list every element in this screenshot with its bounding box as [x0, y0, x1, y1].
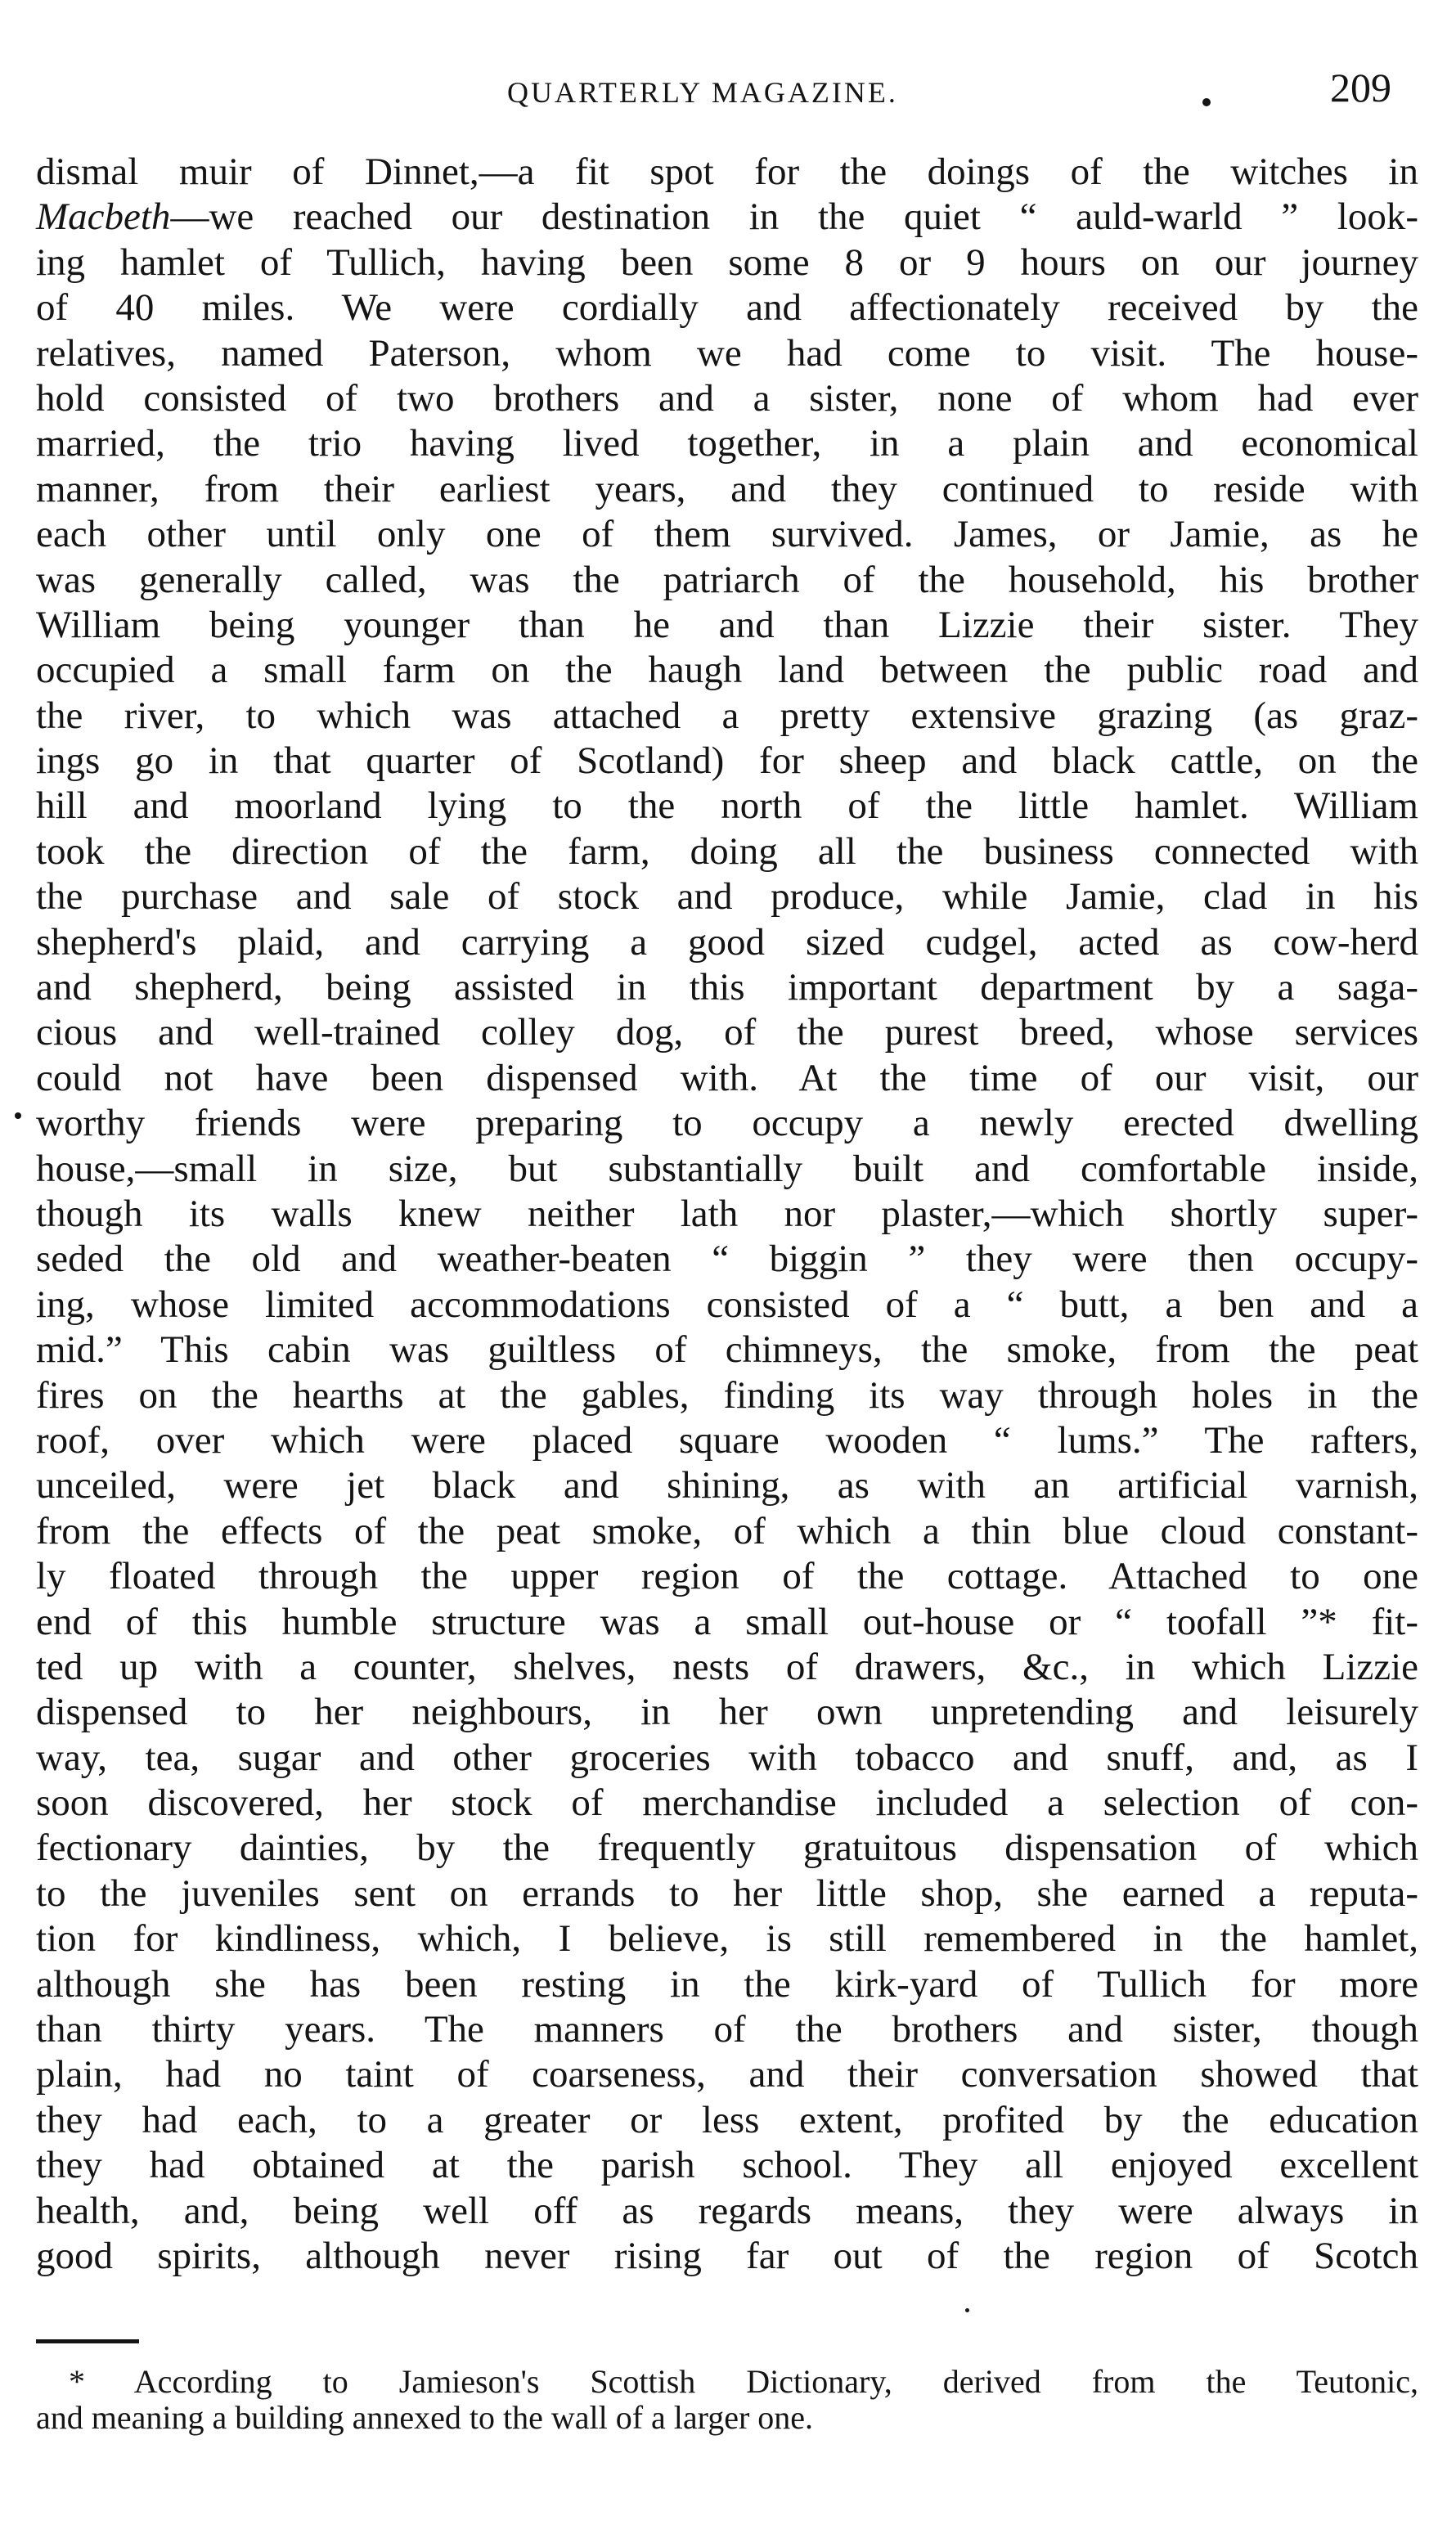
text-line: to the juveniles sent on errands to her little shop, she earned a reputa-	[36, 1871, 1418, 1915]
text-line: though its walls knew neither lath nor plaster,—which shortly super-	[36, 1192, 1418, 1235]
text-line: hill and moorland lying to the north of the little hamlet. William	[36, 784, 1418, 828]
text-line: cious and well-trained colley dog, of the purest breed, whose services	[36, 1011, 1418, 1054]
text-line: unceiled, were jet black and shining, as with an artificial varnish,	[36, 1464, 1418, 1507]
text-line: seded the old and weather-beaten “ biggin ” they were then occupy-	[36, 1238, 1418, 1281]
margin-mark	[15, 1112, 21, 1119]
running-head: QUARTERLY MAGAZINE.	[507, 76, 898, 109]
text-line: health, and, being well off as regards means, they were always in	[36, 2189, 1418, 2232]
text-line: ings go in that quarter of Scotland) for sheep and black cattle, on the	[36, 739, 1418, 783]
text-line: soon discovered, her stock of merchandise included a selection of con-	[36, 1781, 1418, 1825]
text-line: ted up with a counter, shelves, nests of drawers, &c., in which Lizzie	[36, 1645, 1418, 1688]
text-line: ing hamlet of Tullich, having been some 8 or 9 hours on our journey	[36, 240, 1418, 284]
text-line: dismal muir of Dinnet,—a fit spot for the doings of the witches in	[36, 151, 1418, 193]
text-line: they had obtained at the parish school. They all enjoyed excellent	[36, 2144, 1418, 2187]
text-line: fectionary dainties, by the frequently gratuitous dispensation of which	[36, 1826, 1418, 1870]
text-line: from the effects of the peat smoke, of which a thin blue cloud constant-	[36, 1509, 1418, 1552]
text-line: manner, from their earliest years, and they continued to reside with	[36, 467, 1418, 510]
text-line: dispensed to her neighbours, in her own unpretending and leisurely	[36, 1691, 1418, 1734]
text-line: the purchase and sale of stock and produce, while Jamie, clad in his	[36, 875, 1418, 919]
text-line: tion for kindliness, which, I believe, is still remembered in the hamlet,	[36, 1917, 1418, 1961]
text-line: relatives, named Paterson, whom we had come to visit. The house-	[36, 331, 1418, 375]
text-line: took the direction of the farm, doing all the business connected with	[36, 829, 1418, 873]
text-line: they had each, to a greater or less extent, profited by the education	[36, 2098, 1418, 2141]
text-line: house,—small in size, but substantially built and comfortable inside,	[36, 1147, 1418, 1190]
text-line: was generally called, was the patriarch of the household, his brother	[36, 558, 1418, 601]
book-title: Macbeth	[36, 195, 171, 239]
text-line: the river, to which was attached a pretty extensive grazing (as graz-	[36, 694, 1418, 737]
text-line: could not have been dispensed with. At the time of our visit, our	[36, 1056, 1418, 1099]
text-line: end of this humble structure was a small out-house or “ toofall ”* fit-	[36, 1600, 1418, 1643]
footnote	[36, 2364, 1418, 2436]
footnote-line: and meaning a building annexed to the wall of a larger one.	[36, 2399, 814, 2436]
text-line: married, the trio having lived together, in a plain and economical	[36, 422, 1418, 465]
text-line: shepherd's plaid, and carrying a good sized cudgel, acted as cow-herd	[36, 920, 1418, 964]
printer-dot	[965, 2308, 969, 2312]
text-line: fires on the hearths at the gables, finding its way through holes in the	[36, 1373, 1418, 1417]
text-line: although she has been resting in the kirk-yard of Tullich for more	[36, 1962, 1418, 2006]
text-line: ly floated through the upper region of the cottage. Attached to one	[36, 1555, 1418, 1598]
text-line: mid.” This cabin was guiltless of chimneys, the smoke, from the peat	[36, 1328, 1418, 1372]
footnote-line: * According to Jamieson's Scottish Dictionary, derived from the Teutonic,	[69, 2363, 1418, 2400]
text-line: William being younger than he and than Lizzie their sister. They	[36, 603, 1418, 646]
text-line: roof, over which were placed square wooden “ lums.” The rafters,	[36, 1418, 1418, 1462]
text-line: good spirits, although never rising far out of the region of Scotch	[36, 2234, 1418, 2277]
text-line: of 40 miles. We were cordially and affectionately received by the	[36, 286, 1418, 330]
text-line: way, tea, sugar and other groceries with tobacco and snuff, and, as I	[36, 1736, 1418, 1779]
printer-dot	[1202, 98, 1211, 106]
text-line: ing, whose limited accommodations consisted of a “ butt, a ben and a	[36, 1283, 1418, 1326]
page-number: 209	[1330, 65, 1391, 110]
text-line: Macbeth—we reached our destination in the quiet “ auld-warld ” look-	[36, 195, 1418, 239]
text-line: worthy friends were preparing to occupy a newly erected dwelling	[36, 1102, 1418, 1145]
text-line: plain, had no taint of coarseness, and their conversation showed that	[36, 2053, 1418, 2096]
text-line: occupied a small farm on the haugh land between the public road and	[36, 649, 1418, 692]
text-line: than thirty years. The manners of the brothers and sister, though	[36, 2008, 1418, 2051]
body-text	[36, 150, 1418, 2279]
text-line: and shepherd, being assisted in this important department by a saga-	[36, 966, 1418, 1009]
text-line: hold consisted of two brothers and a sister, none of whom had ever	[36, 376, 1418, 420]
text-line: each other until only one of them survived. James, or Jamie, as he	[36, 513, 1418, 556]
footnote-rule	[36, 2339, 139, 2343]
